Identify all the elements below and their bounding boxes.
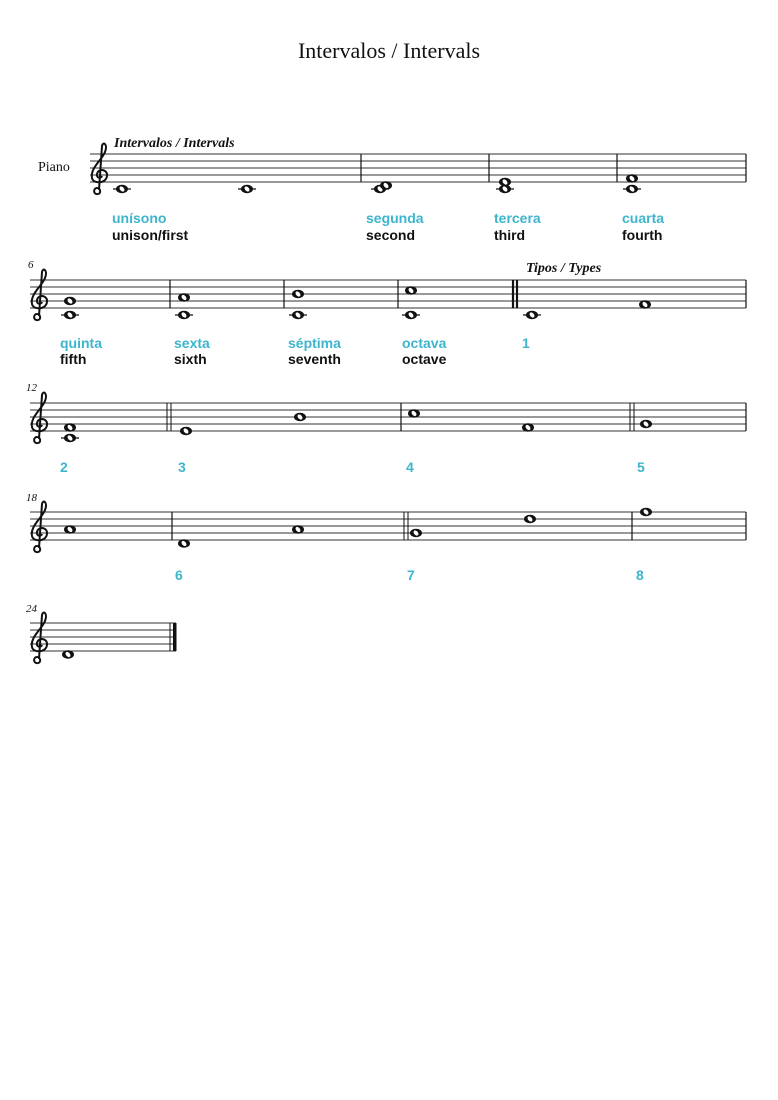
type-number: 2 bbox=[60, 459, 68, 475]
interval-label-en: sixth bbox=[174, 351, 207, 367]
interval-label-es: sexta bbox=[174, 335, 210, 351]
instrument-name: Piano bbox=[38, 160, 70, 175]
measure-number: 6 bbox=[28, 259, 34, 271]
measure-number: 18 bbox=[26, 492, 37, 504]
interval-label-en: unison/first bbox=[112, 227, 189, 243]
treble-clef-icon bbox=[32, 393, 47, 444]
measure-number: 24 bbox=[26, 603, 37, 615]
type-number: 1 bbox=[522, 335, 530, 351]
interval-label-en: fifth bbox=[60, 351, 87, 367]
interval-label-es: tercera bbox=[494, 210, 541, 226]
treble-clef-icon bbox=[32, 270, 47, 321]
treble-clef-icon bbox=[32, 613, 47, 664]
interval-label-en: seventh bbox=[288, 351, 341, 367]
type-number: 7 bbox=[407, 567, 415, 583]
interval-label-en: second bbox=[366, 227, 416, 243]
type-number: 6 bbox=[175, 567, 183, 583]
interval-label-en: octave bbox=[402, 351, 447, 367]
treble-clef-icon bbox=[32, 502, 47, 553]
type-number: 5 bbox=[637, 459, 645, 475]
tempo-mark-types: Tipos / Types bbox=[526, 261, 602, 276]
type-number: 8 bbox=[636, 567, 644, 583]
score-title: Intervalos / Intervals bbox=[297, 38, 481, 63]
measure-number: 12 bbox=[26, 382, 37, 394]
interval-label-es: quinta bbox=[60, 335, 102, 351]
interval-label-es: octava bbox=[402, 335, 447, 351]
type-number: 3 bbox=[178, 459, 186, 475]
treble-clef-icon bbox=[92, 144, 107, 195]
type-number: 4 bbox=[406, 459, 414, 475]
interval-label-es: cuarta bbox=[622, 210, 665, 226]
tempo-mark-intervals: Intervalos / Intervals bbox=[114, 136, 235, 151]
interval-label-en: third bbox=[494, 227, 526, 243]
interval-label-en: fourth bbox=[622, 227, 663, 243]
interval-label-es: segunda bbox=[366, 210, 424, 226]
interval-label-es: séptima bbox=[288, 335, 341, 351]
final-barline bbox=[173, 623, 177, 651]
interval-label-es: unísono bbox=[112, 210, 167, 226]
